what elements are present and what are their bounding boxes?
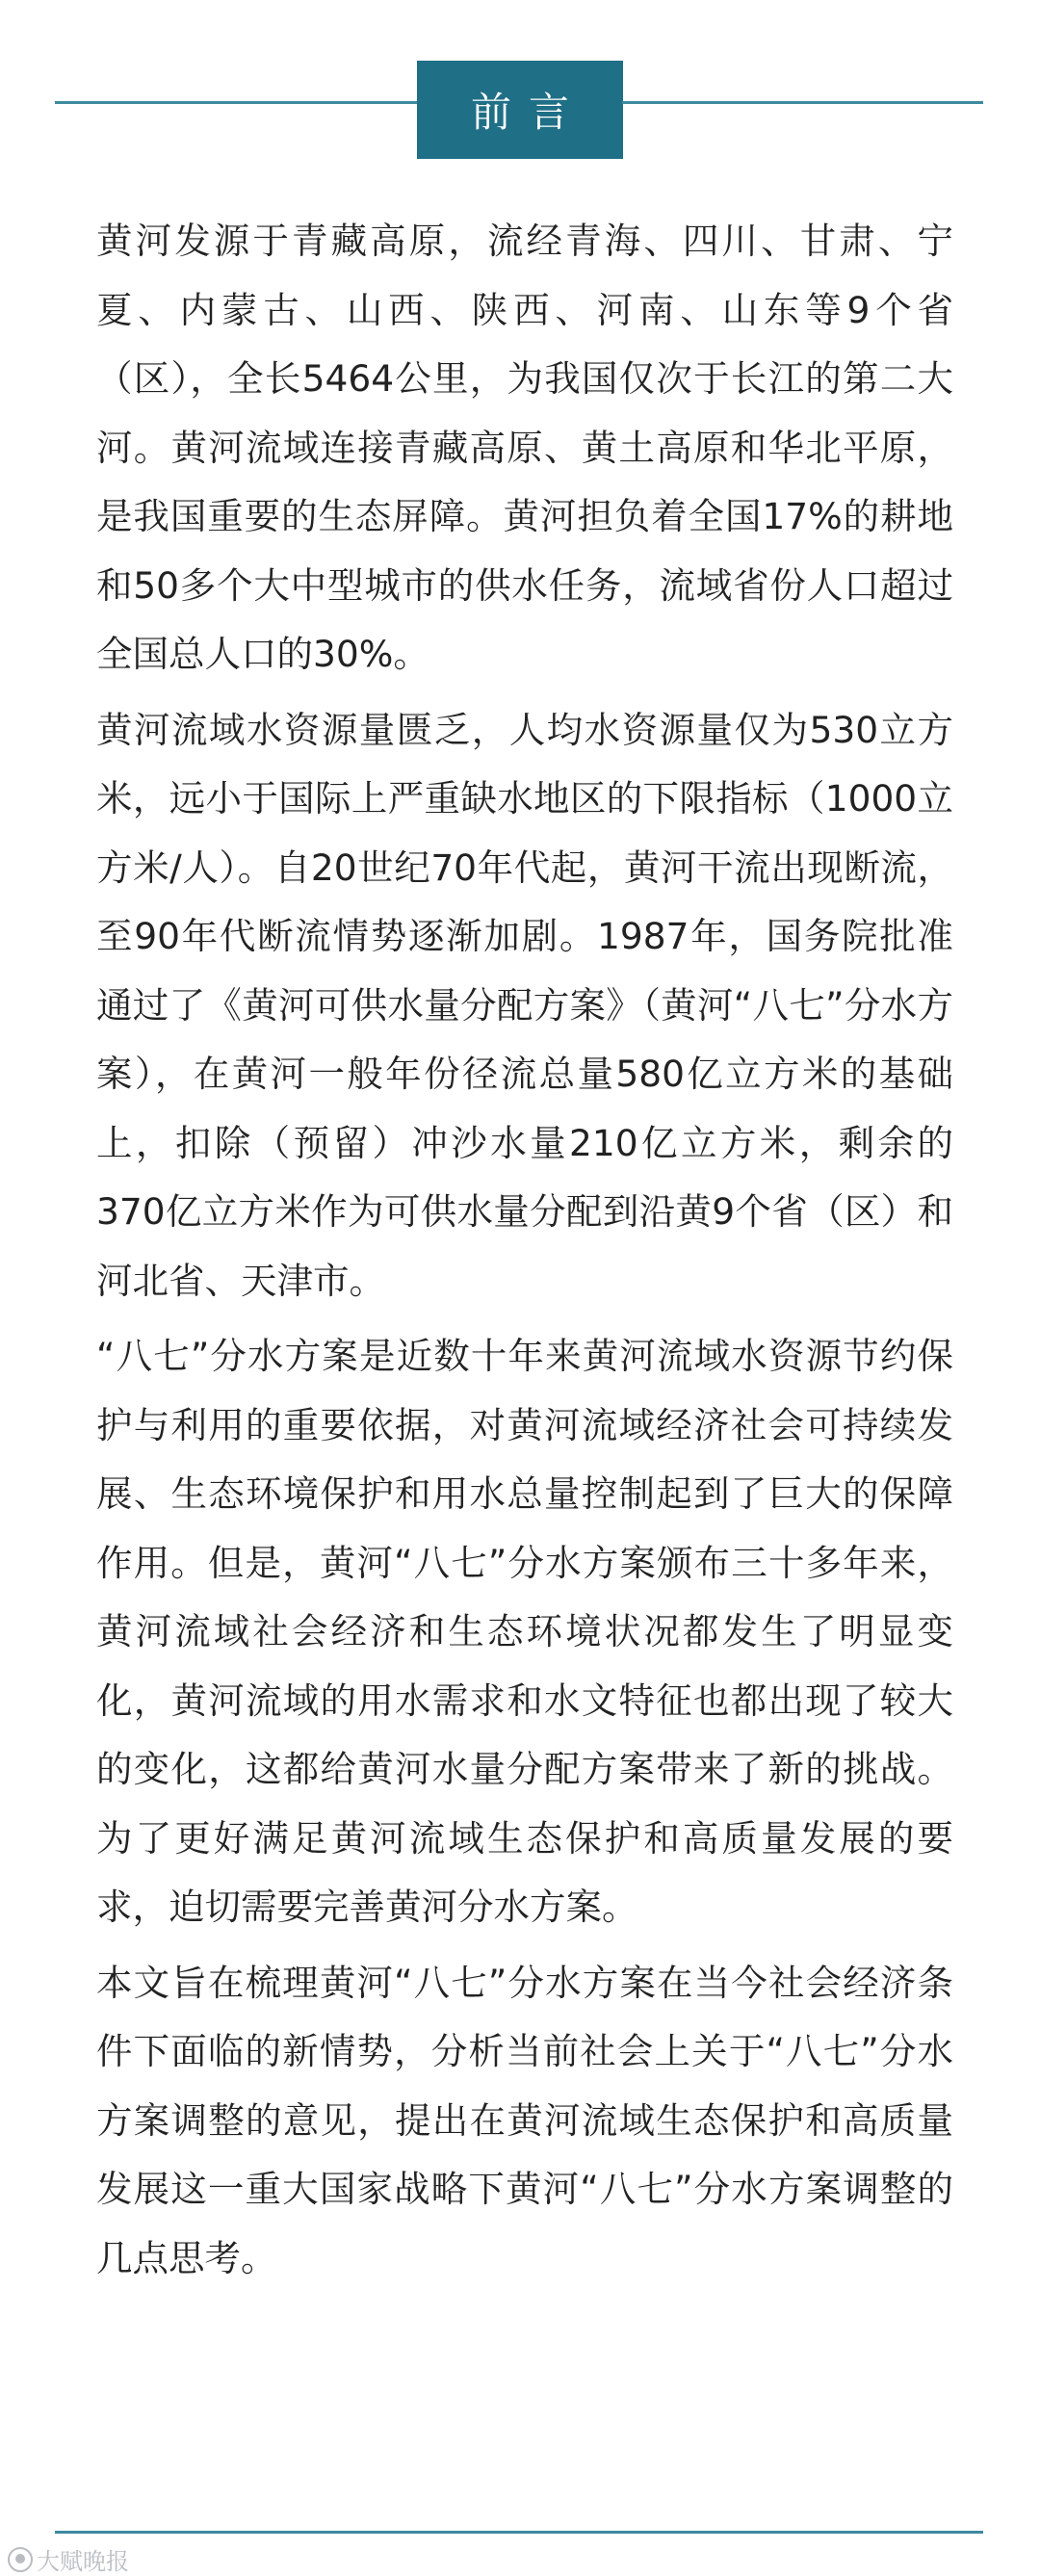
section-header: [0, 56, 1040, 162]
header-divider-right: [622, 101, 983, 104]
article-body: [96, 207, 953, 2300]
watermark-text: 大赋晚报: [37, 2548, 129, 2575]
watermark: [8, 2542, 129, 2576]
footer-divider: [55, 2531, 983, 2534]
watermark-logo-icon: [8, 2547, 33, 2572]
paragraph-3: “八七”分水方案是近数十年来黄河流域水资源节约保护与利用的重要依据，对黄河流域经济社会可持续发展、生态环境保护和用水总量控制起到了巨大的保障作用。但是，黄河“八七”分水方案颁布三十多年来，黄河流域社会经济和生态环境状况都发生了明显变化，黄河流域的用水需求和水文特征也都出现了较大的变化，这都给黄河水量分配方案带来了新的挑战。为了更好满足黄河流域生态保护和高质量发展的要求，迫切需要完善黄河分水方案。: [96, 1335, 953, 1928]
paragraph-4: 本文旨在梳理黄河“八七”分水方案在当今社会经济条件下面临的新情势，分析当前社会上关于“八七”分水方案调整的意见，提出在黄河流域生态保护和高质量发展这一重大国家战略下黄河“八七”分水方案调整的几点思考。: [96, 1961, 953, 2279]
section-title: 前言: [417, 61, 623, 159]
paragraph-2: 黄河流域水资源量匮乏，人均水资源量仅为530立方米，远小于国际上严重缺水地区的下限指标（1000立方米/人）。自20世纪70年代起，黄河干流出现断流，至90年代断流情势逐渐加剧。1987年，国务院批准通过了《黄河可供水量分配方案》（黄河“八七”分水方案），在黄河一般年份径流总量580亿立方米的基础上，扣除（预留）冲沙水量210亿立方米，剩余的370亿立方米作为可供水量分配到沿黄9个省（区）和河北省、天津市。: [96, 708, 953, 1302]
header-divider-left: [55, 101, 419, 104]
paragraph-1: 黄河发源于青藏高原，流经青海、四川、甘肃、宁夏、内蒙古、山西、陕西、河南、山东等9个省（区），全长5464公里，为我国仅次于长江的第二大河。黄河流域连接青藏高原、黄土高原和华北平原，是我国重要的生态屏障。黄河担负着全国17%的耕地和50多个大中型城市的供水任务，流域省份人口超过全国总人口的30%。: [96, 220, 953, 675]
